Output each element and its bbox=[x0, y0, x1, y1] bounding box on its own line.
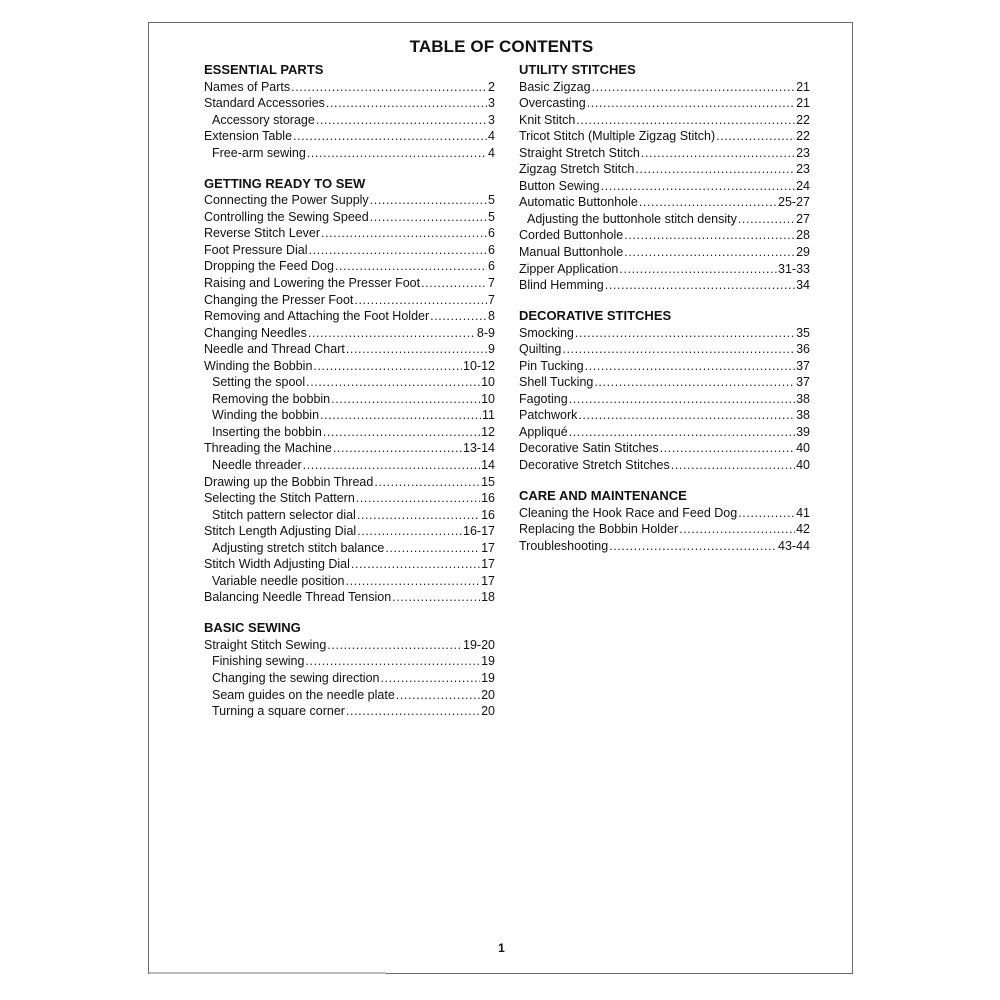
toc-entry bbox=[519, 95, 810, 112]
entry-page-number: 37 bbox=[796, 358, 810, 373]
entry-label: Drawing up the Bobbin Thread bbox=[204, 474, 374, 489]
entry-label: Winding the bobbin bbox=[212, 408, 320, 423]
dot-leader bbox=[335, 258, 487, 275]
entry-label: Changing Needles bbox=[204, 325, 307, 340]
section-heading: GETTING READY TO SEW bbox=[204, 175, 366, 191]
toc-entry bbox=[519, 457, 810, 474]
toc-entry bbox=[204, 474, 495, 491]
entry-page-number: 6 bbox=[488, 226, 495, 241]
dot-leader bbox=[738, 505, 795, 522]
entry-label: Needle and Thread Chart bbox=[204, 342, 345, 357]
toc-section-utility-stitches bbox=[519, 62, 810, 294]
entry-label: Automatic Buttonhole bbox=[519, 195, 638, 210]
entry-label: Foot Pressure Dial bbox=[204, 242, 308, 257]
toc-entry bbox=[519, 128, 810, 145]
entry-page-number: 16 bbox=[481, 507, 495, 522]
entry-page-number: 16 bbox=[481, 491, 495, 506]
entry-label: Straight Stretch Stitch bbox=[519, 145, 640, 160]
toc-entry bbox=[204, 589, 495, 606]
entry-label: Pin Tucking bbox=[519, 358, 584, 373]
page-number: 1 bbox=[498, 941, 505, 955]
toc-subentry bbox=[204, 374, 495, 391]
toc-entry bbox=[519, 79, 810, 96]
dot-leader bbox=[587, 95, 795, 112]
entry-page-number: 38 bbox=[796, 391, 810, 406]
toc-right-column bbox=[519, 62, 810, 569]
dot-leader bbox=[321, 225, 487, 242]
entry-page-number: 34 bbox=[796, 278, 810, 293]
dot-leader bbox=[716, 128, 795, 145]
entry-page-number: 27 bbox=[796, 211, 810, 226]
dot-leader bbox=[331, 391, 480, 408]
entry-label: Removing the bobbin bbox=[212, 391, 331, 406]
dot-leader bbox=[307, 145, 487, 162]
dot-leader bbox=[624, 244, 795, 261]
entry-page-number: 11 bbox=[482, 408, 495, 423]
entry-label: Winding the Bobbin bbox=[204, 358, 313, 373]
dot-leader bbox=[370, 209, 487, 226]
toc-entry bbox=[519, 424, 810, 441]
toc-entry bbox=[519, 358, 810, 375]
toc-entry bbox=[519, 391, 810, 408]
entry-label: Seam guides on the needle plate bbox=[212, 687, 395, 702]
entry-page-number: 19 bbox=[481, 654, 495, 669]
entry-page-number: 4 bbox=[488, 145, 495, 160]
entry-label: Accessory storage bbox=[212, 112, 315, 127]
entry-page-number: 8 bbox=[488, 309, 495, 324]
toc-entry bbox=[519, 521, 810, 538]
entry-page-number: 18 bbox=[481, 590, 495, 605]
dot-leader bbox=[392, 589, 480, 606]
entry-page-number: 7 bbox=[488, 275, 495, 290]
toc-entry bbox=[204, 325, 495, 342]
toc-entry bbox=[204, 275, 495, 292]
dot-leader bbox=[671, 457, 795, 474]
dot-leader bbox=[619, 261, 777, 278]
dot-leader bbox=[578, 407, 795, 424]
entry-label: Finishing sewing bbox=[212, 654, 305, 669]
entry-label: Stitch Length Adjusting Dial bbox=[204, 524, 357, 539]
entry-page-number: 40 bbox=[796, 441, 810, 456]
toc-entry bbox=[204, 556, 495, 573]
dot-leader bbox=[351, 556, 480, 573]
dot-leader bbox=[323, 424, 480, 441]
toc-entry bbox=[204, 490, 495, 507]
entry-page-number: 12 bbox=[481, 424, 495, 439]
entry-label: Setting the spool bbox=[212, 375, 306, 390]
entry-page-number: 3 bbox=[488, 96, 495, 111]
toc-subentry bbox=[204, 573, 495, 590]
toc-entry bbox=[204, 95, 495, 112]
dot-leader bbox=[346, 341, 487, 358]
entry-label: Appliqué bbox=[519, 424, 568, 439]
toc-entry bbox=[519, 178, 810, 195]
dot-leader bbox=[316, 112, 487, 129]
dot-leader bbox=[380, 670, 480, 687]
toc-subentry bbox=[204, 424, 495, 441]
entry-page-number: 39 bbox=[796, 424, 810, 439]
toc-subentry bbox=[204, 670, 495, 687]
entry-label: Balancing Needle Thread Tension bbox=[204, 590, 392, 605]
dot-leader bbox=[679, 521, 795, 538]
entry-page-number: 16-17 bbox=[463, 524, 495, 539]
entry-page-number: 7 bbox=[488, 292, 495, 307]
entry-page-number: 20 bbox=[481, 687, 495, 702]
entry-page-number: 10-12 bbox=[463, 358, 495, 373]
entry-label: Stitch Width Adjusting Dial bbox=[204, 557, 350, 572]
dot-leader bbox=[293, 128, 487, 145]
toc-section-care-and-maintenance bbox=[519, 488, 810, 554]
dot-leader bbox=[333, 440, 462, 457]
dot-leader bbox=[660, 440, 795, 457]
entry-label: Quilting bbox=[519, 342, 562, 357]
toc-entry bbox=[204, 523, 495, 540]
section-heading: DECORATIVE STITCHES bbox=[519, 308, 672, 324]
entry-page-number: 19-20 bbox=[463, 637, 495, 652]
toc-subentry bbox=[204, 407, 495, 424]
entry-label: Changing the sewing direction bbox=[212, 671, 380, 685]
entry-label: Corded Buttonhole bbox=[519, 228, 624, 243]
entry-page-number: 6 bbox=[488, 242, 495, 257]
toc-entry bbox=[519, 145, 810, 162]
dot-leader bbox=[396, 687, 480, 704]
dot-leader bbox=[370, 192, 487, 209]
entry-label: Smocking bbox=[519, 325, 574, 340]
entry-page-number: 3 bbox=[488, 112, 495, 127]
entry-page-number: 4 bbox=[488, 129, 495, 144]
section-heading: ESSENTIAL PARTS bbox=[204, 62, 324, 77]
entry-label: Raising and Lowering the Presser Foot bbox=[204, 275, 421, 290]
entry-page-number: 41 bbox=[796, 505, 810, 520]
toc-entry bbox=[519, 261, 810, 278]
dot-leader bbox=[305, 653, 480, 670]
entry-page-number: 19 bbox=[481, 671, 495, 685]
toc-entry bbox=[519, 194, 810, 211]
entry-label: Dropping the Feed Dog bbox=[204, 259, 334, 274]
entry-label: Selecting the Stitch Pattern bbox=[204, 491, 355, 506]
dot-leader bbox=[346, 573, 481, 590]
dot-leader bbox=[326, 95, 487, 112]
toc-entry bbox=[204, 258, 495, 275]
toc-entry bbox=[519, 277, 810, 294]
entry-page-number: 2 bbox=[488, 79, 495, 94]
entry-label: Button Sewing bbox=[519, 178, 600, 193]
toc-entry bbox=[519, 341, 810, 358]
entry-label: Adjusting the buttonhole stitch density bbox=[527, 211, 737, 226]
dot-leader bbox=[624, 227, 795, 244]
toc-entry bbox=[519, 407, 810, 424]
entry-page-number: 5 bbox=[488, 193, 495, 208]
entry-page-number: 23 bbox=[796, 162, 810, 177]
entry-page-number: 37 bbox=[796, 375, 810, 390]
entry-page-number: 24 bbox=[796, 178, 810, 193]
entry-label: Removing and Attaching the Foot Holder bbox=[204, 309, 430, 324]
toc-entry bbox=[519, 112, 810, 129]
dot-leader bbox=[374, 474, 480, 491]
toc-entry bbox=[519, 227, 810, 244]
dot-leader bbox=[327, 637, 462, 654]
entry-page-number: 23 bbox=[796, 145, 810, 160]
dot-leader bbox=[639, 194, 777, 211]
entry-label: Fagoting bbox=[519, 391, 568, 406]
dot-leader bbox=[291, 79, 487, 96]
entry-label: Tricot Stitch (Multiple Zigzag Stitch) bbox=[519, 129, 716, 144]
dot-leader bbox=[357, 507, 480, 524]
dot-leader bbox=[605, 277, 795, 294]
manual-page bbox=[148, 22, 853, 974]
entry-page-number: 21 bbox=[796, 79, 810, 94]
toc-subentry bbox=[204, 703, 495, 720]
dot-leader bbox=[738, 211, 795, 228]
toc-entry bbox=[519, 505, 810, 522]
entry-label: Blind Hemming bbox=[519, 278, 604, 293]
toc-section-decorative-stitches bbox=[519, 308, 810, 473]
toc-entry bbox=[204, 440, 495, 457]
toc-subentry bbox=[204, 540, 495, 557]
dot-leader bbox=[346, 703, 480, 720]
toc-subentry bbox=[204, 507, 495, 524]
dot-leader bbox=[421, 275, 487, 292]
toc-subentry bbox=[204, 391, 495, 408]
entry-page-number: 9 bbox=[488, 342, 495, 357]
entry-page-number: 25-27 bbox=[778, 195, 810, 210]
toc-entry bbox=[204, 341, 495, 358]
entry-page-number: 28 bbox=[796, 228, 810, 243]
entry-label: Connecting the Power Supply bbox=[204, 193, 369, 208]
toc-entry bbox=[204, 242, 495, 259]
entry-label: Stitch pattern selector dial bbox=[212, 507, 356, 522]
entry-label: Straight Stitch Sewing bbox=[204, 637, 327, 652]
toc-entry bbox=[204, 128, 495, 145]
entry-label: Cleaning the Hook Race and Feed Dog bbox=[519, 505, 738, 520]
entry-label: Inserting the bobbin bbox=[212, 424, 322, 439]
toc-entry bbox=[519, 244, 810, 261]
toc-entry bbox=[204, 192, 495, 209]
entry-page-number: 22 bbox=[796, 129, 810, 144]
entry-label: Decorative Satin Stitches bbox=[519, 441, 659, 456]
dot-leader bbox=[585, 358, 795, 375]
toc-entry bbox=[204, 209, 495, 226]
entry-page-number: 35 bbox=[796, 325, 810, 340]
entry-label: Shell Tucking bbox=[519, 375, 594, 390]
toc-entry bbox=[519, 440, 810, 457]
toc-subentry bbox=[204, 687, 495, 704]
toc-entry bbox=[204, 225, 495, 242]
dot-leader bbox=[320, 407, 481, 424]
entry-page-number: 36 bbox=[796, 342, 810, 357]
entry-page-number: 38 bbox=[796, 408, 810, 423]
dot-leader bbox=[356, 490, 480, 507]
toc-entry bbox=[519, 374, 810, 391]
dot-leader bbox=[635, 161, 795, 178]
entry-label: Controlling the Sewing Speed bbox=[204, 209, 369, 224]
entry-label: Turning a square corner bbox=[212, 704, 345, 719]
bottom-rule bbox=[149, 972, 386, 974]
page-title: TABLE OF CONTENTS bbox=[409, 37, 594, 56]
entry-label: Replacing the Bobbin Holder bbox=[519, 522, 679, 537]
dot-leader bbox=[354, 292, 487, 309]
entry-label: Standard Accessories bbox=[204, 96, 325, 111]
dot-leader bbox=[309, 242, 488, 259]
entry-page-number: 22 bbox=[796, 112, 810, 127]
entry-page-number: 8-9 bbox=[476, 325, 495, 340]
entry-label: Free-arm sewing bbox=[212, 145, 306, 160]
entry-label: Overcasting bbox=[519, 96, 586, 111]
entry-label: Adjusting stretch stitch balance bbox=[212, 540, 385, 555]
dot-leader bbox=[306, 374, 480, 391]
dot-leader bbox=[308, 325, 476, 342]
dot-leader bbox=[303, 457, 480, 474]
entry-page-number: 31-33 bbox=[778, 261, 810, 276]
dot-leader bbox=[357, 523, 462, 540]
toc-subentry bbox=[204, 145, 495, 162]
toc-entry bbox=[204, 358, 495, 375]
dot-leader bbox=[569, 424, 795, 441]
entry-page-number: 17 bbox=[481, 540, 495, 555]
entry-label: Zigzag Stretch Stitch bbox=[519, 162, 635, 177]
entry-page-number: 42 bbox=[796, 522, 810, 537]
dot-leader bbox=[575, 325, 795, 342]
entry-page-number: 40 bbox=[796, 457, 810, 472]
section-heading: CARE AND MAINTENANCE bbox=[519, 488, 687, 504]
entry-label: Patchwork bbox=[519, 408, 578, 423]
entry-page-number: 6 bbox=[488, 259, 495, 274]
toc-section-getting-ready-to-sew bbox=[204, 176, 495, 606]
entry-page-number: 21 bbox=[796, 96, 810, 111]
toc-subentry bbox=[204, 112, 495, 129]
dot-leader bbox=[569, 391, 795, 408]
dot-leader bbox=[594, 374, 795, 391]
toc-entry bbox=[204, 308, 495, 325]
section-heading: UTILITY STITCHES bbox=[519, 62, 636, 77]
dot-leader bbox=[641, 145, 795, 162]
entry-label: Basic Zigzag bbox=[519, 79, 591, 94]
entry-label: Names of Parts bbox=[204, 79, 291, 94]
dot-leader bbox=[592, 79, 796, 96]
toc-entry bbox=[204, 79, 495, 96]
entry-page-number: 15 bbox=[481, 474, 495, 489]
dot-leader bbox=[609, 538, 777, 555]
toc-entry bbox=[519, 161, 810, 178]
toc-entry bbox=[204, 292, 495, 309]
entry-label: Changing the Presser Foot bbox=[204, 292, 354, 307]
entry-page-number: 17 bbox=[481, 557, 495, 572]
entry-label: Variable needle position bbox=[212, 573, 345, 588]
dot-leader bbox=[430, 308, 487, 325]
toc-section-essential-parts bbox=[204, 62, 495, 161]
dot-leader bbox=[601, 178, 795, 195]
entry-page-number: 5 bbox=[488, 209, 495, 224]
toc-subentry bbox=[204, 457, 495, 474]
dot-leader bbox=[562, 341, 795, 358]
entry-page-number: 20 bbox=[481, 704, 495, 719]
toc-entry bbox=[519, 325, 810, 342]
section-heading: BASIC SEWING bbox=[204, 620, 301, 636]
entry-label: Knit Stitch bbox=[519, 112, 576, 127]
entry-label: Manual Buttonhole bbox=[519, 244, 624, 259]
toc-subentry bbox=[519, 211, 810, 228]
entry-page-number: 43-44 bbox=[778, 538, 810, 553]
entry-page-number: 10 bbox=[481, 391, 495, 406]
toc-entry bbox=[519, 538, 810, 555]
entry-label: Troubleshooting bbox=[519, 538, 609, 553]
entry-page-number: 14 bbox=[481, 457, 495, 472]
entry-label: Extension Table bbox=[204, 129, 293, 144]
toc-left-column bbox=[204, 62, 495, 734]
dot-leader bbox=[576, 112, 795, 129]
entry-page-number: 29 bbox=[796, 244, 810, 259]
entry-label: Decorative Stretch Stitches bbox=[519, 457, 670, 472]
entry-page-number: 10 bbox=[481, 375, 495, 390]
entry-label: Zipper Application bbox=[519, 261, 619, 276]
entry-label: Needle threader bbox=[212, 457, 302, 472]
entry-page-number: 17 bbox=[481, 573, 495, 588]
dot-leader bbox=[385, 540, 480, 557]
entry-label: Threading the Machine bbox=[204, 441, 332, 456]
toc-section-basic-sewing bbox=[204, 620, 495, 719]
entry-label: Reverse Stitch Lever bbox=[204, 226, 321, 241]
toc-subentry bbox=[204, 653, 495, 670]
dot-leader bbox=[313, 358, 462, 375]
entry-page-number: 13-14 bbox=[463, 441, 495, 456]
toc-entry bbox=[204, 637, 495, 654]
